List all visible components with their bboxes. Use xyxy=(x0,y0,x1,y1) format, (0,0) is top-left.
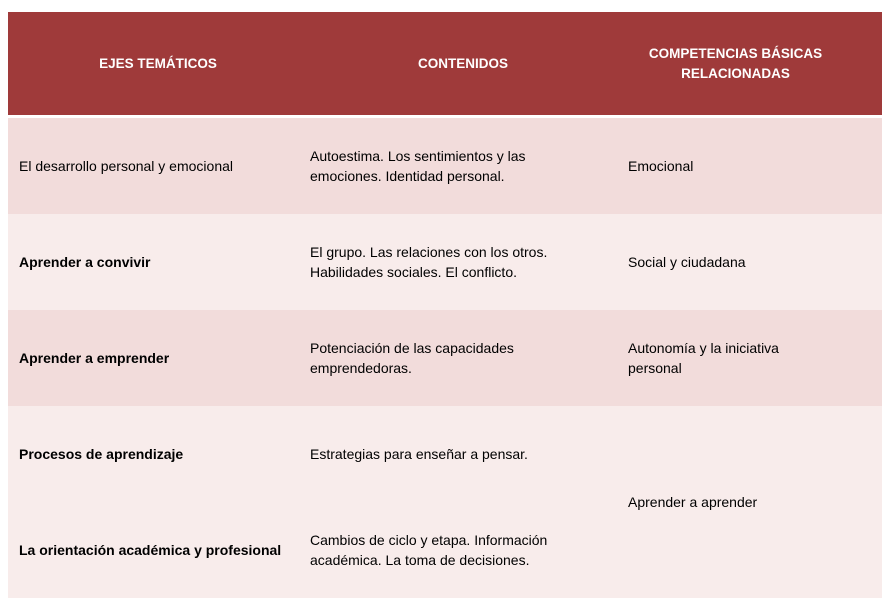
table-row xyxy=(8,502,618,598)
contenido-cell: Estrategias para enseñar a pensar. xyxy=(310,446,528,462)
eje-cell: El desarrollo personal y emocional xyxy=(19,158,233,174)
contenido-cell: El grupo. Las relaciones con los otros. Habilidades sociales. El conflicto. xyxy=(310,244,548,280)
table-header xyxy=(8,12,882,118)
contenido-cell: Cambios de ciclo y etapa. Información académica. La toma de decisiones. xyxy=(310,532,548,568)
competencias-table xyxy=(8,12,882,598)
eje-cell: La orientación académica y profesional xyxy=(19,542,282,558)
eje-cell: Aprender a emprender xyxy=(19,350,170,366)
table-row xyxy=(8,214,882,310)
contenido-cell: Autoestima. Los sentimientos y las emociones. Identidad personal. xyxy=(310,148,526,184)
eje-cell: Aprender a convivir xyxy=(19,254,151,270)
merged-competencia-cell: Aprender a aprender xyxy=(628,494,758,510)
header-competencias: COMPETENCIAS BÁSICAS RELACIONADAS xyxy=(648,45,823,81)
table-row xyxy=(8,118,882,214)
competencia-cell: Emocional xyxy=(628,158,694,174)
header-contenidos: CONTENIDOS xyxy=(417,55,508,71)
table-row xyxy=(8,406,618,502)
contenido-cell: Potenciación de las capacidades emprendedoras. xyxy=(310,340,514,376)
competencia-cell: Social y ciudadana xyxy=(628,254,746,270)
header-ejes-tematicos: EJES TEMÁTICOS xyxy=(99,55,217,71)
eje-cell: Procesos de aprendizaje xyxy=(19,446,184,462)
table-row-group xyxy=(8,406,882,598)
table-row xyxy=(8,310,882,406)
competencia-cell: Autonomía y la iniciativa personal xyxy=(628,340,779,376)
